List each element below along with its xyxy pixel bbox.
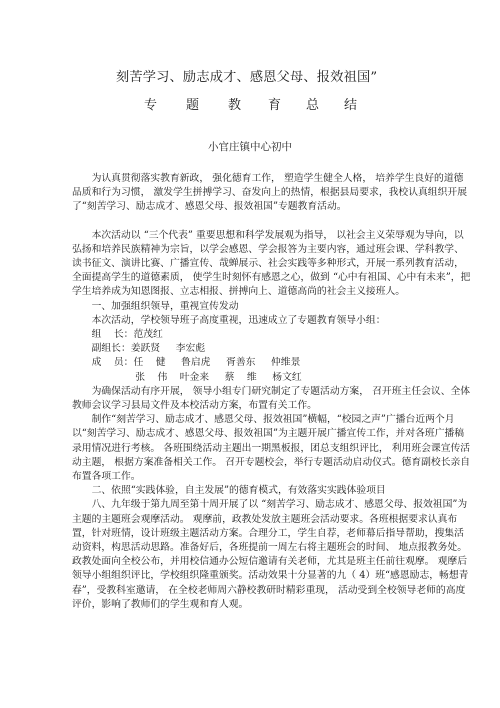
- body-paragraph: 八、九年级于第九周至第十周开展了以 “刻苦学习、励志成才、感恩父母、报效祖国”为主题的主题班会观摩活动。 观摩前，政教处发放主题班会活动要求。各班根据要求认真布置，针对班情，设计班级主题活动方案。合理分工，学生自荐，老师幕后指导帮助，搜集活动资料，构思活动思路。准备好后，各班提前一周左右将主题班会的时间、 地点报教务处。 政教处面向全校公布，并用校信通办公短信邀请有关老师，尤其是班主任前往观摩。 观摩后领导小组组织评比，学校组织隆重颁奖。活动效果十分显著的九（ 4）班“感恩励志，畅想青春”，受教科室邀请， 在全校老师周六静校教研时精彩重现， 活动受到全校领导老师的高度评价，影响了教师们的学生观和育人观。: [72, 499, 469, 610]
- subtitle-char: 育: [268, 98, 282, 113]
- roster-line: 副组长：姜跃贤 李宏彪: [91, 343, 206, 355]
- subtitle-char: 专: [144, 98, 158, 113]
- roster-line: 组 长：范茂红: [91, 329, 163, 341]
- subtitle-char: 总: [306, 98, 320, 113]
- section-heading: 二、依照“实践体验，自主发展”的德育模式，有效落实实践体验项目: [91, 485, 386, 497]
- document-author: 小官庄镇中心初中: [208, 141, 292, 153]
- body-paragraph: 为确保活动有序开展， 领导小组专门研究制定了专题活动方案， 召开班主任会议、全体教师会议学习县局文件及本校活动方案，布置有关工作。: [72, 385, 471, 412]
- document-subtitle: [0, 94, 500, 114]
- document-title: 刻苦学习、励志成才、感恩父母、报效祖国”: [116, 70, 378, 85]
- body-paragraph: 本次活动，学校领导班子高度重视，迅速成立了专题教育领导小组：: [91, 314, 386, 326]
- document-body: [72, 172, 472, 612]
- subtitle-char: 教: [228, 98, 242, 113]
- section-heading: 一、加强组织领导，重视宣传发动: [91, 300, 239, 312]
- roster-line: 张 伟 叶金来 蔡 维 杨文红: [91, 371, 302, 383]
- body-paragraph: 制作“刻苦学习、励志成才、感恩父母、报效祖国”横幅，“校园之声”广播台近两个月以“刻苦学习、励志成才、感恩父母、报效祖国”为主题开展广播宣传工作，并对各班广播稿录用情况进行考核。 各班围绕活动主题出一期黑板报，团总支组织评比， 利用班会课宣传活动主题， 根据方案准备相关工作。 召开专题校会，举行专题活动启动仪式。德育副校长亲自布置各项工作。: [72, 414, 471, 483]
- body-paragraph: 本次活动以 “三个代表” 重要思想和科学发展观为指导， 以社会主义荣辱观为导向，以弘扬和培养民族精神为宗旨，以学会感恩、学会报答为主要内容，通过班会课、学科教学、读书征文、演讲比赛、广播宣传、哉蝉展示、社会实践等多种形式，开展一系列教育活动， 全面提高学生的道德素质， 使学生时刻怀有感恩之心，做到 “心中有祖国、心中有未来”，把学生培养成为知恩图报、立志相报、拼搏向上、道德高尚的社会主义接班人。: [72, 229, 471, 298]
- subtitle-char: 题: [186, 98, 200, 113]
- intro-paragraph: 为认真贯彻落实教育新政， 强化德育工作， 塑造学生健全人格， 培养学生良好的道德品质和行为习惯， 激发学生拼搏学习、奋发向上的热情，根据县局要求，我校认真组织开展了“刻苦学习、励志成才、感恩父母、报效祖国”专题教育活动。: [72, 173, 467, 213]
- subtitle-char: 结: [344, 98, 358, 113]
- roster-line: 成 员：任 健 鲁启虎 胥善东 仲维景: [91, 357, 301, 369]
